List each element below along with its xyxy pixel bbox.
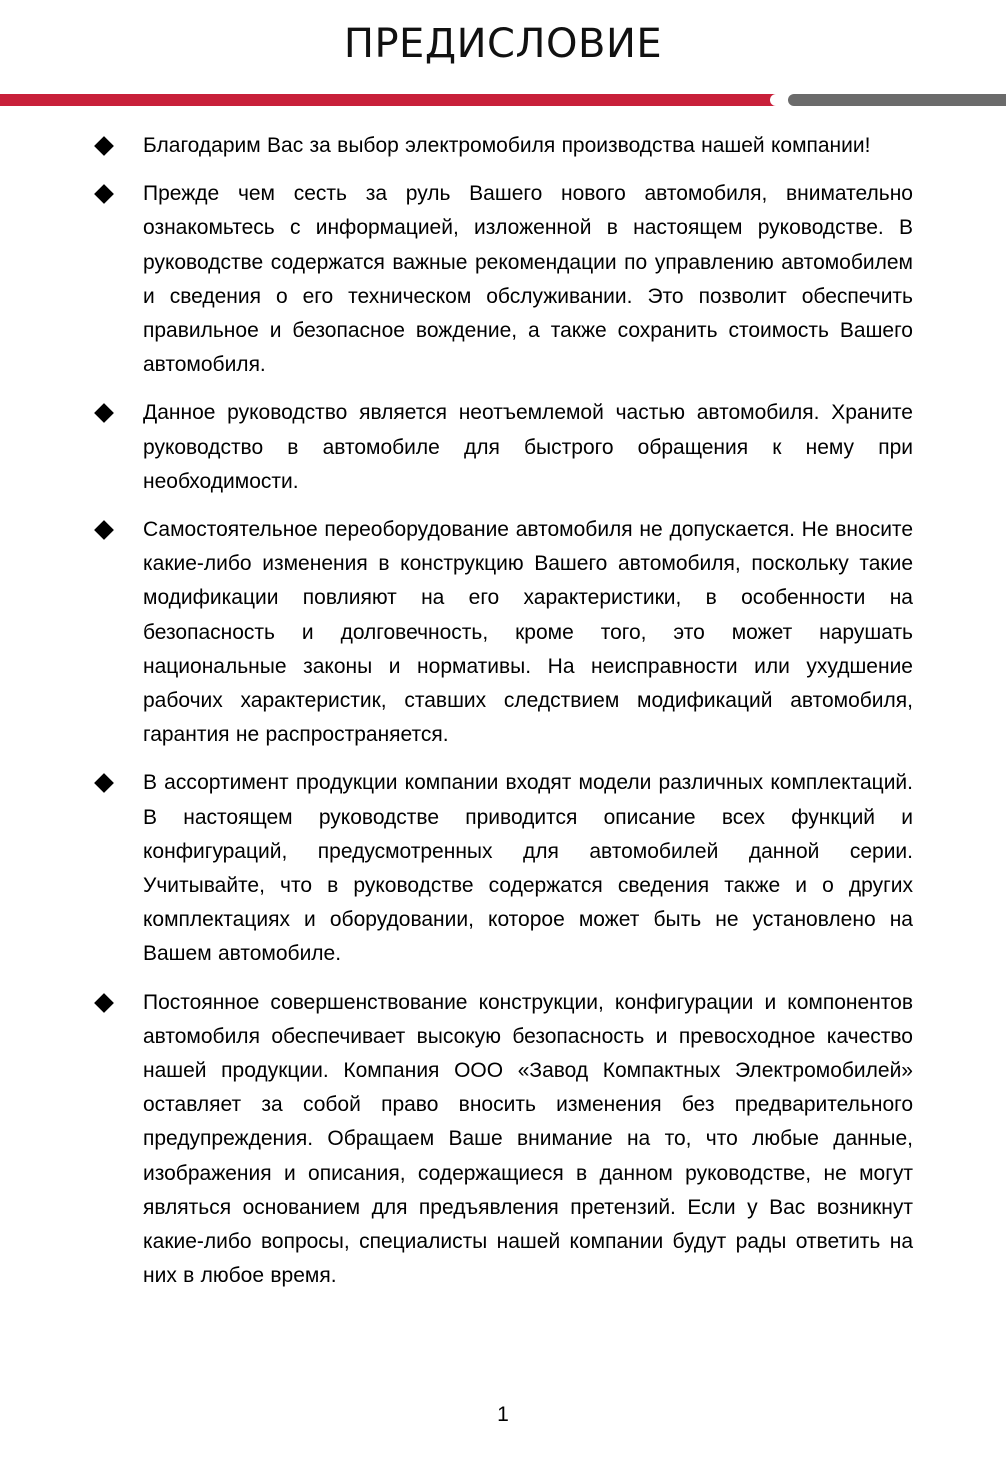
preface-item-text: В ассортимент продукции компании входят модели различных комплектаций. В настоящем руководстве приводится описание всех функций и конфигураций, предусмотренных для автомобилей данной серии. Учитывайте, что в руководстве содержатся сведения также и о других комплектациях и оборудовании, которое может быть не установлено на Вашем автомобиле.	[143, 771, 913, 966]
preface-item	[95, 129, 913, 163]
diamond-bullet-icon	[94, 184, 114, 204]
header-rule-grey-bar	[788, 94, 1006, 106]
diamond-bullet-icon	[94, 136, 114, 156]
preface-item	[95, 513, 913, 752]
page-number: 1	[497, 1403, 509, 1426]
header-rule	[0, 94, 1006, 106]
preface-item-text: Данное руководство является неотъемлемой частью автомобиля. Храните руководство в автомобиле для быстрого обращения к нему при необходимости.	[143, 401, 913, 493]
preface-item	[95, 396, 913, 499]
preface-list	[95, 129, 913, 1308]
preface-item-text: Благодарим Вас за выбор электромобиля производства нашей компании!	[143, 134, 871, 157]
diamond-bullet-icon	[94, 404, 114, 424]
diamond-bullet-icon	[94, 774, 114, 794]
diamond-bullet-icon	[94, 520, 114, 540]
preface-item	[95, 986, 913, 1294]
preface-item	[95, 766, 913, 971]
header-rule-red-bar	[0, 94, 782, 106]
preface-item	[95, 177, 913, 382]
diamond-bullet-icon	[94, 993, 114, 1013]
preface-item-text: Самостоятельное переоборудование автомобиля не допускается. Не вносите какие-либо изменения в конструкцию Вашего автомобиля, поскольку такие модификации повлияют на его характеристики, в особенности на безопасность и долговечность, кроме того, это может нарушать национальные законы и нормативы. На неисправности или ухудшение рабочих характеристик, ставших следствием модификаций автомобиля, гарантия не распространяется.	[143, 518, 913, 747]
page-title: ПРЕДИСЛОВИЕ	[343, 21, 663, 67]
preface-item-text: Постоянное совершенствование конструкции, конфигурации и компонентов автомобиля обеспечивает высокую безопасность и превосходное качество нашей продукции. Компания ООО «Завод Компактных Электромобилей» оставляет за собой право вносить изменения без предварительного предупреждения. Обращаем Ваше внимание на то, что любые данные, изображения и описания, содержащиеся в данном руководстве, не могут являться основанием для предъявления претензий. Если у Вас возникнут какие-либо вопросы, специалисты нашей компании будут рады ответить на них в любое время.	[143, 990, 913, 1288]
preface-item-text: Прежде чем сесть за руль Вашего нового автомобиля, внимательно ознакомьтесь с информацией, изложенной в настоящем руководстве. В руководстве содержатся важные рекомендации по управлению автомобилем и сведения о его техническом обслуживании. Это позволит обеспечить правильное и безопасное вождение, а также сохранить стоимость Вашего автомобиля.	[143, 182, 913, 377]
